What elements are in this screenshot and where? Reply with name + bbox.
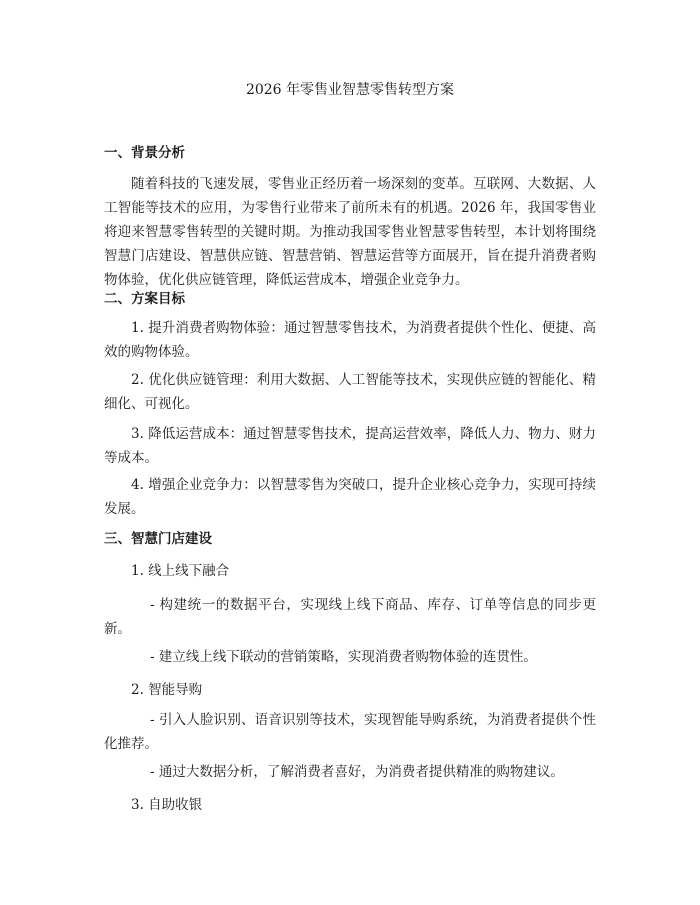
- document-title: 2026 年零售业智慧零售转型方案: [245, 82, 455, 98]
- goal-item-4: 4. 增强企业竞争力：以智慧零售为突破口，提升企业核心竞争力，实现可持续发展。: [104, 477, 596, 517]
- subsection-label-1: 1. 线上线下融合: [131, 563, 230, 579]
- background-paragraph: 随着科技的飞速发展，零售业正经历着一场深刻的变革。互联网、大数据、人工智能等技术的应用，为零售行业带来了前所未有的机遇。2026 年，我国零售业将迎来智慧零售转型的关键时期。为推动我国零售业智慧零售转型，本计划将围绕智慧门店建设、智慧供应链、智慧营销、智慧运营等方面展开，旨在提升消费者购物体验，优化供应链管理，降低运营成本，增强企业竞争力。: [104, 176, 596, 288]
- subsection-1-point-1: - 构建统一的数据平台，实现线上线下商品、库存、订单等信息的同步更新。: [104, 597, 596, 637]
- subsection-2-point-2: - 通过大数据分析，了解消费者喜好，为消费者提供精准的购物建议。: [150, 764, 564, 780]
- section-heading-goals: 二、方案目标: [104, 291, 185, 307]
- section-heading-smart-store: 三、智慧门店建设: [104, 531, 212, 547]
- section-heading-background: 一、背景分析: [104, 145, 185, 161]
- subsection-label-2: 2. 智能导购: [131, 682, 203, 698]
- goal-item-2: 2. 优化供应链管理：利用大数据、人工智能等技术，实现供应链的智能化、精细化、可视化。: [104, 372, 596, 412]
- subsection-1-point-2: - 建立线上线下联动的营销策略，实现消费者购物体验的连贯性。: [150, 649, 537, 665]
- goal-item-1: 1. 提升消费者购物体验：通过智慧零售技术，为消费者提供个性化、便捷、高效的购物体验。: [104, 320, 596, 360]
- subsection-2-point-1: - 引入人脸识别、语音识别等技术，实现智能导购系统，为消费者提供个性化推荐。: [104, 712, 596, 752]
- goal-item-3: 3. 降低运营成本：通过智慧零售技术，提高运营效率，降低人力、物力、财力等成本。: [104, 426, 596, 466]
- subsection-label-3: 3. 自助收银: [131, 797, 203, 813]
